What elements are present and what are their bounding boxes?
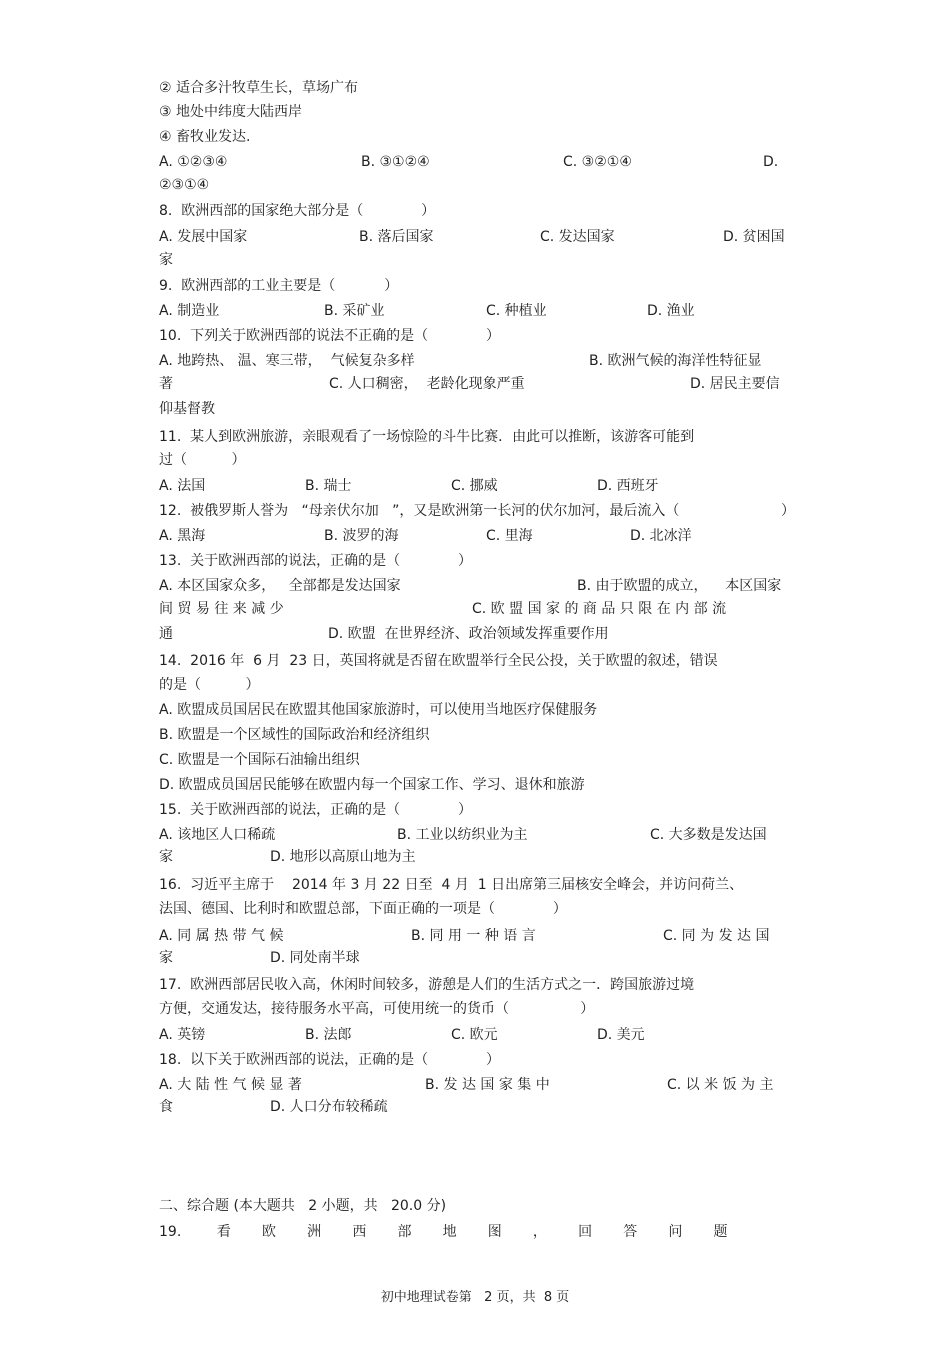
q13-answer-c-cont: 通 xyxy=(159,626,173,642)
q13-answer-a: A. 本区国家众多， 全部都是发达国家 xyxy=(159,578,401,594)
q7-answer-d: D. xyxy=(763,154,779,170)
q15-answers-1 xyxy=(159,824,791,846)
q13-answer-b: B. 由于欧盟的成立， 本区国家 xyxy=(577,578,782,594)
q18-answer-b: B. 发 达 国 家 集 中 xyxy=(425,1077,550,1093)
question-17: 17. 欧洲西部居民收入高，休闲时间较多，游憩是人们的生活方式之一．跨国旅游过境 xyxy=(159,977,695,993)
q15-answer-b: B. 工业以纺织业为主 xyxy=(397,827,528,843)
q17-answers xyxy=(159,1024,791,1046)
q18-answer-d: D. 人口分布较稀疏 xyxy=(270,1099,388,1115)
q17-answer-c: C. 欧元 xyxy=(451,1027,498,1043)
question-15: 15. 关于欧洲西部的说法，正确的是（ ） xyxy=(159,802,473,818)
q16-answers-1 xyxy=(159,925,791,947)
q7-answer-d-cont: ②③①④ xyxy=(159,177,210,193)
question-16-cont: 法国、德国、比利时和欧盟总部，下面正确的一项是（ ） xyxy=(159,901,567,917)
q11-answer-b: B. 瑞士 xyxy=(305,478,352,494)
q13-answer-b-cont: 间 贸 易 往 来 减 少 xyxy=(159,601,284,617)
question-11: 11. 某人到欧洲旅游，亲眼观看了一场惊险的斗牛比赛．由此可以推断，该游客可能到 xyxy=(159,429,695,445)
option-line-2: ② 适合多汁牧草生长，草场广布 xyxy=(159,80,359,96)
question-14-cont: 的是（ ） xyxy=(159,677,260,693)
q7-answer-c: C. ③②①④ xyxy=(563,154,632,170)
q7-answer-b: B. ③①②④ xyxy=(361,154,430,170)
q16-answer-c-cont: 家 xyxy=(159,950,173,966)
q7-answers xyxy=(159,151,791,173)
option-line-4: ④ 畜牧业发达. xyxy=(159,129,251,145)
option-line-3: ③ 地处中纬度大陆西岸 xyxy=(159,104,303,120)
q18-answer-c: C. 以 米 饭 为 主 xyxy=(667,1077,774,1093)
q10-answer-d: D. 居民主要信 xyxy=(690,376,780,392)
q13-answers-2 xyxy=(159,598,791,620)
q8-answer-d: D. 贫困国 xyxy=(723,229,785,245)
question-12-close: ） xyxy=(781,503,795,519)
question-18: 18. 以下关于欧洲西部的说法，正确的是（ ） xyxy=(159,1052,501,1068)
q15-answer-a: A. 该地区人口稀疏 xyxy=(159,827,276,843)
q16-answer-c: C. 同 为 发 达 国 xyxy=(663,928,770,944)
q15-answer-d: D. 地形以高原山地为主 xyxy=(270,849,416,865)
page-footer: 初中地理试卷第 2 页，共 8 页 xyxy=(380,1290,570,1305)
q10-answer-d-cont: 仰基督教 xyxy=(159,401,215,417)
q15-answer-c-cont: 家 xyxy=(159,849,173,865)
q13-answer-d: D. 欧盟 在世界经济、政治领域发挥重要作用 xyxy=(328,626,609,642)
q12-answer-b: B. 波罗的海 xyxy=(324,528,399,544)
q16-answer-d: D. 同处南半球 xyxy=(270,950,360,966)
question-19: 19. 看 欧 洲 西 部 地 图 ， 回 答 问 题 xyxy=(159,1224,728,1240)
question-14: 14. 2016 年 6 月 23 日，英国将就是否留在欧盟举行全民公投，关于欧盟的叙述，错误 xyxy=(159,653,718,669)
question-12 xyxy=(159,500,795,522)
q9-answer-c: C. 种植业 xyxy=(486,303,547,319)
q13-answers-3 xyxy=(159,623,791,645)
q13-answers-1 xyxy=(159,575,791,597)
q10-answer-c: C. 人口稠密， 老龄化现象严重 xyxy=(329,376,525,392)
q11-answers xyxy=(159,475,791,497)
q17-answer-b: B. 法郎 xyxy=(305,1027,352,1043)
q11-answer-c: C. 挪威 xyxy=(451,478,498,494)
q16-answer-a: A. 同 属 热 带 气 候 xyxy=(159,928,284,944)
q10-answers-1 xyxy=(159,350,791,372)
q17-answer-d: D. 美元 xyxy=(597,1027,645,1043)
question-17-cont: 方便，交通发达，接待服务水平高，可使用统一的货币（ ） xyxy=(159,1001,595,1017)
section-2-heading: 二、综合题 (本大题共 2 小题，共 20.0 分) xyxy=(159,1198,447,1214)
q14-answer-c: C. 欧盟是一个国际石油输出组织 xyxy=(159,752,360,768)
question-10: 10. 下列关于欧洲西部的说法不正确的是（ ） xyxy=(159,328,501,344)
q17-answer-a: A. 英镑 xyxy=(159,1027,206,1043)
q12-answers xyxy=(159,525,791,547)
q10-answer-b: B. 欧洲气候的海洋性特征显 xyxy=(589,353,762,369)
q18-answer-c-cont: 食 xyxy=(159,1099,173,1115)
q7-answer-a: A. ①②③④ xyxy=(159,154,228,170)
q8-answer-d-cont: 家 xyxy=(159,252,173,268)
question-11-cont: 过（ ） xyxy=(159,452,246,468)
q11-answer-a: A. 法国 xyxy=(159,478,206,494)
q15-answers-2 xyxy=(159,846,791,868)
q15-answer-c: C. 大多数是发达国 xyxy=(650,827,767,843)
q14-answer-b: B. 欧盟是一个区域性的国际政治和经济组织 xyxy=(159,727,430,743)
q12-answer-c: C. 里海 xyxy=(486,528,533,544)
q8-answer-b: B. 落后国家 xyxy=(359,229,434,245)
q18-answers-1 xyxy=(159,1074,791,1096)
q18-answers-2 xyxy=(159,1096,791,1118)
q10-answers-2 xyxy=(159,373,791,395)
q9-answer-a: A. 制造业 xyxy=(159,303,220,319)
question-13: 13. 关于欧洲西部的说法，正确的是（ ） xyxy=(159,553,473,569)
q9-answer-d: D. 渔业 xyxy=(647,303,695,319)
q16-answers-2 xyxy=(159,947,791,969)
question-16: 16. 习近平主席于 2014 年 3 月 22 日至 4 月 1 日出席第三届核安全峰会，并访问荷兰、 xyxy=(159,877,744,893)
q9-answers xyxy=(159,300,791,322)
q18-answer-a: A. 大 陆 性 气 候 显 著 xyxy=(159,1077,302,1093)
q13-answer-c: C. 欧 盟 国 家 的 商 品 只 限 在 内 部 流 xyxy=(472,601,727,617)
q12-answer-a: A. 黑海 xyxy=(159,528,206,544)
q10-answer-b-cont: 著 xyxy=(159,376,173,392)
q8-answer-c: C. 发达国家 xyxy=(540,229,615,245)
q10-answer-a: A. 地跨热、 温、寒三带， 气候复杂多样 xyxy=(159,353,415,369)
q12-answer-d: D. 北冰洋 xyxy=(630,528,692,544)
q8-answer-a: A. 发展中国家 xyxy=(159,229,248,245)
question-8: 8. 欧洲西部的国家绝大部分是（ ） xyxy=(159,203,436,219)
question-12-text: 12. 被俄罗斯人誉为 “母亲伏尔加 ”，又是欧洲第一长河的伏尔加河，最后流入（ xyxy=(159,503,680,519)
q14-answer-a: A. 欧盟成员国居民在欧盟其他国家旅游时，可以使用当地医疗保健服务 xyxy=(159,702,598,718)
q8-answers xyxy=(159,226,791,248)
question-9: 9. 欧洲西部的工业主要是（ ） xyxy=(159,278,399,294)
q16-answer-b: B. 同 用 一 种 语 言 xyxy=(411,928,536,944)
q11-answer-d: D. 西班牙 xyxy=(597,478,659,494)
q9-answer-b: B. 采矿业 xyxy=(324,303,385,319)
q14-answer-d: D. 欧盟成员国居民能够在欧盟内每一个国家工作、学习、退休和旅游 xyxy=(159,777,585,793)
